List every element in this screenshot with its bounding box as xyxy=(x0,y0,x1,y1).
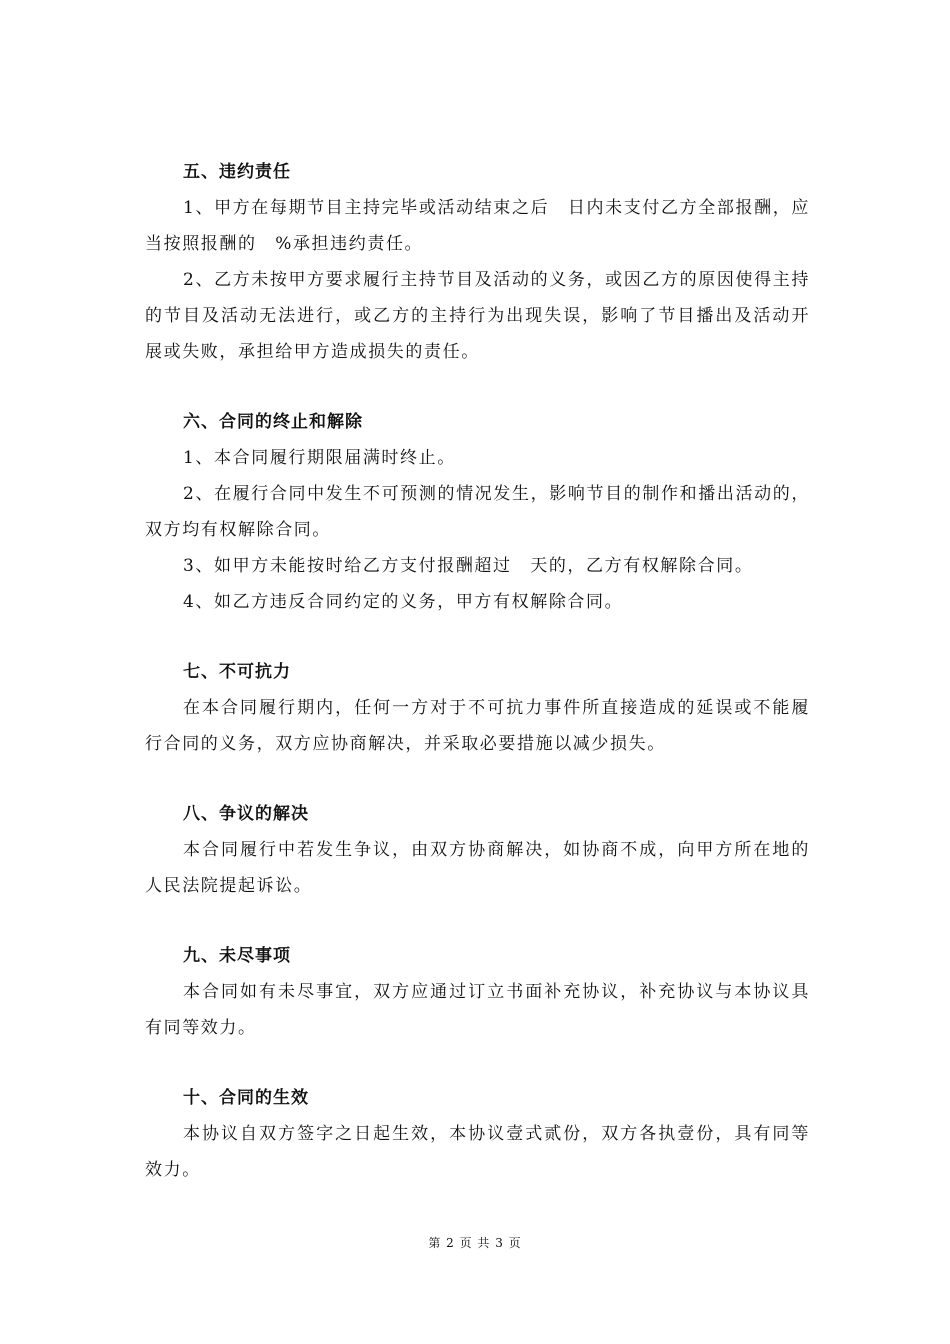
section-effectiveness xyxy=(145,1080,810,1188)
paragraph: 本协议自双方签字之日起生效，本协议壹式贰份，双方各执壹份，具有同等效力。 xyxy=(145,1124,810,1180)
paragraph: 本合同如有未尽事宜，双方应通过订立书面补充协议，补充协议与本协议具有同等效力。 xyxy=(145,982,810,1038)
paragraph: 4、如乙方违反合同约定的义务，甲方有权解除合同。 xyxy=(183,592,624,612)
section-breach-liability xyxy=(145,154,810,370)
page-number-footer: 第 2 页 共 3 页 xyxy=(428,1236,522,1250)
section-title: 八、争议的解决 xyxy=(183,804,309,824)
section-title: 五、违约责任 xyxy=(183,162,291,182)
section-force-majeure xyxy=(145,654,810,762)
paragraph: 3、如甲方未能按时给乙方支付报酬超过 天的，乙方有权解除合同。 xyxy=(183,556,754,576)
paragraph: 2、乙方未按甲方要求履行主持节目及活动的义务，或因乙方的原因使得主持的节目及活动无法进行，或乙方的主持行为出现失误，影响了节目播出及活动开展或失败，承担给甲方造成损失的责任。 xyxy=(145,270,810,362)
paragraph: 1、甲方在每期节目主持完毕或活动结束之后 日内未支付乙方全部报酬，应当按照报酬的 %承担违约责任。 xyxy=(145,198,810,254)
section-unresolved-matters xyxy=(145,938,810,1046)
section-dispute-resolution xyxy=(145,796,810,904)
document-body xyxy=(145,154,810,1222)
paragraph: 本合同履行中若发生争议，由双方协商解决，如协商不成，向甲方所在地的人民法院提起诉讼。 xyxy=(145,840,810,896)
section-termination xyxy=(145,404,810,620)
section-title: 十、合同的生效 xyxy=(183,1088,309,1108)
paragraph: 在本合同履行期内，任何一方对于不可抗力事件所直接造成的延误或不能履行合同的义务，双方应协商解决，并采取必要措施以减少损失。 xyxy=(145,698,810,754)
section-title: 六、合同的终止和解除 xyxy=(183,412,363,432)
paragraph: 2、在履行合同中发生不可预测的情况发生，影响节目的制作和播出活动的，双方均有权解除合同。 xyxy=(145,484,810,540)
section-title: 九、未尽事项 xyxy=(183,946,291,966)
paragraph: 1、本合同履行期限届满时终止。 xyxy=(183,448,456,468)
section-title: 七、不可抗力 xyxy=(183,662,291,682)
